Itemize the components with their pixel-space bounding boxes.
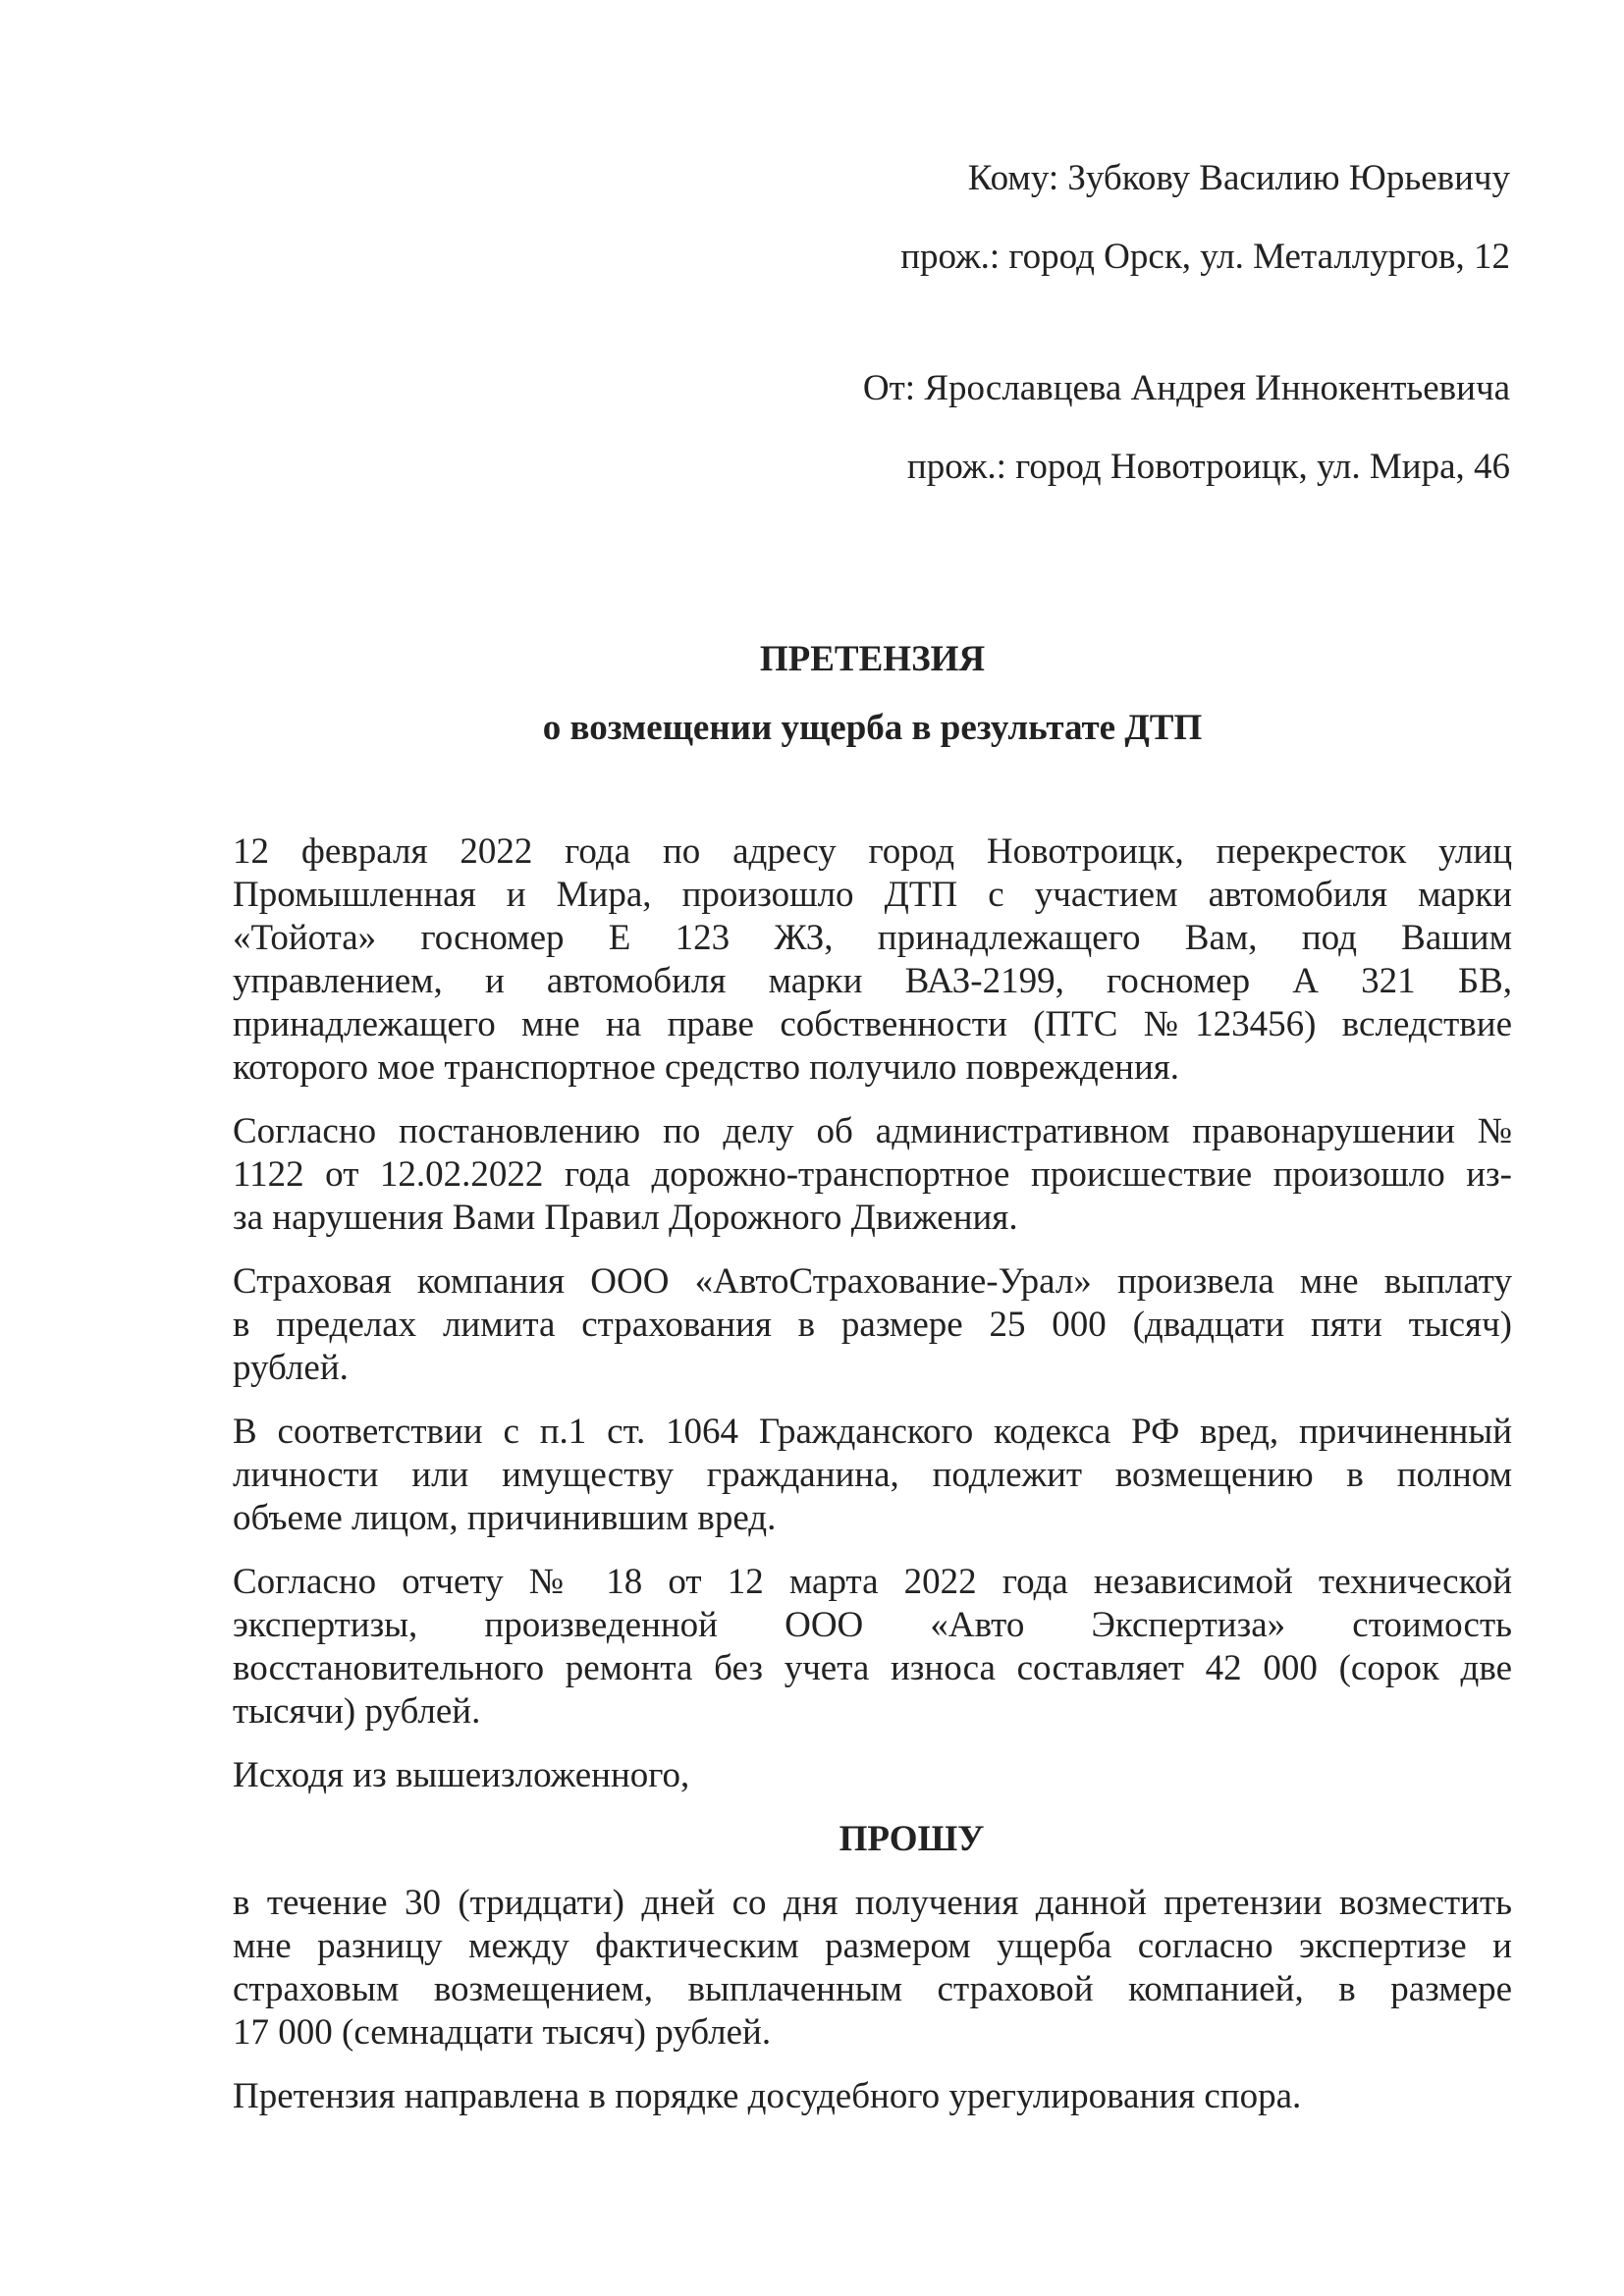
text-line: 17 000 (семнадцати тысяч) рублей. <box>233 2012 772 2053</box>
text-line: управлением, и автомобиля марки ВАЗ-2199, госномер А 321 БВ, <box>233 961 1512 1001</box>
paragraph-request <box>233 1882 1512 2055</box>
text-line: Согласно отчету № 18 от 12 марта 2022 года независимой технической <box>233 1562 1512 1602</box>
paragraph-pretrial <box>233 2075 1512 2118</box>
sender-address: прож.: город Новотроицк, ул. Мира, 46 <box>906 447 1510 487</box>
document-title: ПРЕТЕНЗИЯ <box>759 639 986 679</box>
recipient-address: прож.: город Орск, ул. Металлургов, 12 <box>900 237 1510 277</box>
text-line: которого мое транспортное средство получило повреждения. <box>233 1047 1180 1088</box>
text-line: Промышленная и Мира, произошло ДТП с участием автомобиля марки <box>233 875 1512 915</box>
paragraph-incident <box>233 830 1512 1090</box>
text-line: «Тойота» госномер Е 123 ЖЗ, принадлежащего Вам, под Вашим <box>233 918 1512 958</box>
text-line: мне разницу между фактическим размером ущерба согласно экспертизе и <box>233 1926 1512 1966</box>
recipient-name: Кому: Зубкову Василию Юрьевичу <box>967 158 1510 198</box>
text-line: личности или имуществу гражданина, подлежит возмещению в полном <box>233 1455 1512 1495</box>
request-heading: ПРОШУ <box>839 1819 985 1859</box>
text-line: тысячи) рублей. <box>233 1691 481 1732</box>
text-line: за нарушения Вами Правил Дорожного Движения. <box>233 1198 1018 1238</box>
sender-name: От: Ярославцева Андрея Иннокентьевича <box>862 368 1510 408</box>
paragraph-ruling <box>233 1110 1512 1240</box>
text-line: объеме лицом, причинившим вред. <box>233 1498 777 1538</box>
text-line: экспертизы, произведенной ООО «Авто Экспертиза» стоимость <box>233 1605 1512 1645</box>
paragraph-conclusion <box>233 1754 1512 1797</box>
text-line: в пределах лимита страхования в размере 25 000 (двадцати пяти тысяч) <box>233 1305 1512 1345</box>
text-line: восстановительного ремонта без учета износа составляет 42 000 (сорок две <box>233 1648 1512 1688</box>
text-line: страховым возмещением, выплаченным страховой компанией, в размере <box>233 1969 1512 2009</box>
text-line: В соответствии с п.1 ст. 1064 Гражданского кодекса РФ вред, причиненный <box>233 1412 1512 1452</box>
text-line: рублей. <box>233 1348 349 1388</box>
paragraph-civil-code <box>233 1411 1512 1540</box>
text-line: Претензия направлена в порядке досудебного урегулирования спора. <box>233 2076 1302 2116</box>
document-body <box>233 830 1512 2139</box>
text-line: в течение 30 (тридцати) дней со дня получения данной претензии возместить <box>233 1883 1512 1923</box>
paragraph-expertise <box>233 1561 1512 1734</box>
text-line: Исходя из вышеизложенного, <box>233 1755 690 1795</box>
text-line: 12 февраля 2022 года по адресу город Новотроицк, перекресток улиц <box>233 831 1512 872</box>
paragraph-insurance <box>233 1260 1512 1390</box>
document-subtitle: о возмещении ущерба в результате ДТП <box>542 708 1203 748</box>
text-line: принадлежащего мне на праве собственности (ПТС №123456) вследствие <box>233 1004 1512 1044</box>
text-line: 1122 от 12.02.2022 года дорожно-транспортное происшествие произошло из- <box>233 1154 1512 1195</box>
text-line: Согласно постановлению по делу об административном правонарушении № <box>233 1111 1512 1151</box>
text-line: Страховая компания ООО «АвтоСтрахование-Урал» произвела мне выплату <box>233 1261 1512 1302</box>
